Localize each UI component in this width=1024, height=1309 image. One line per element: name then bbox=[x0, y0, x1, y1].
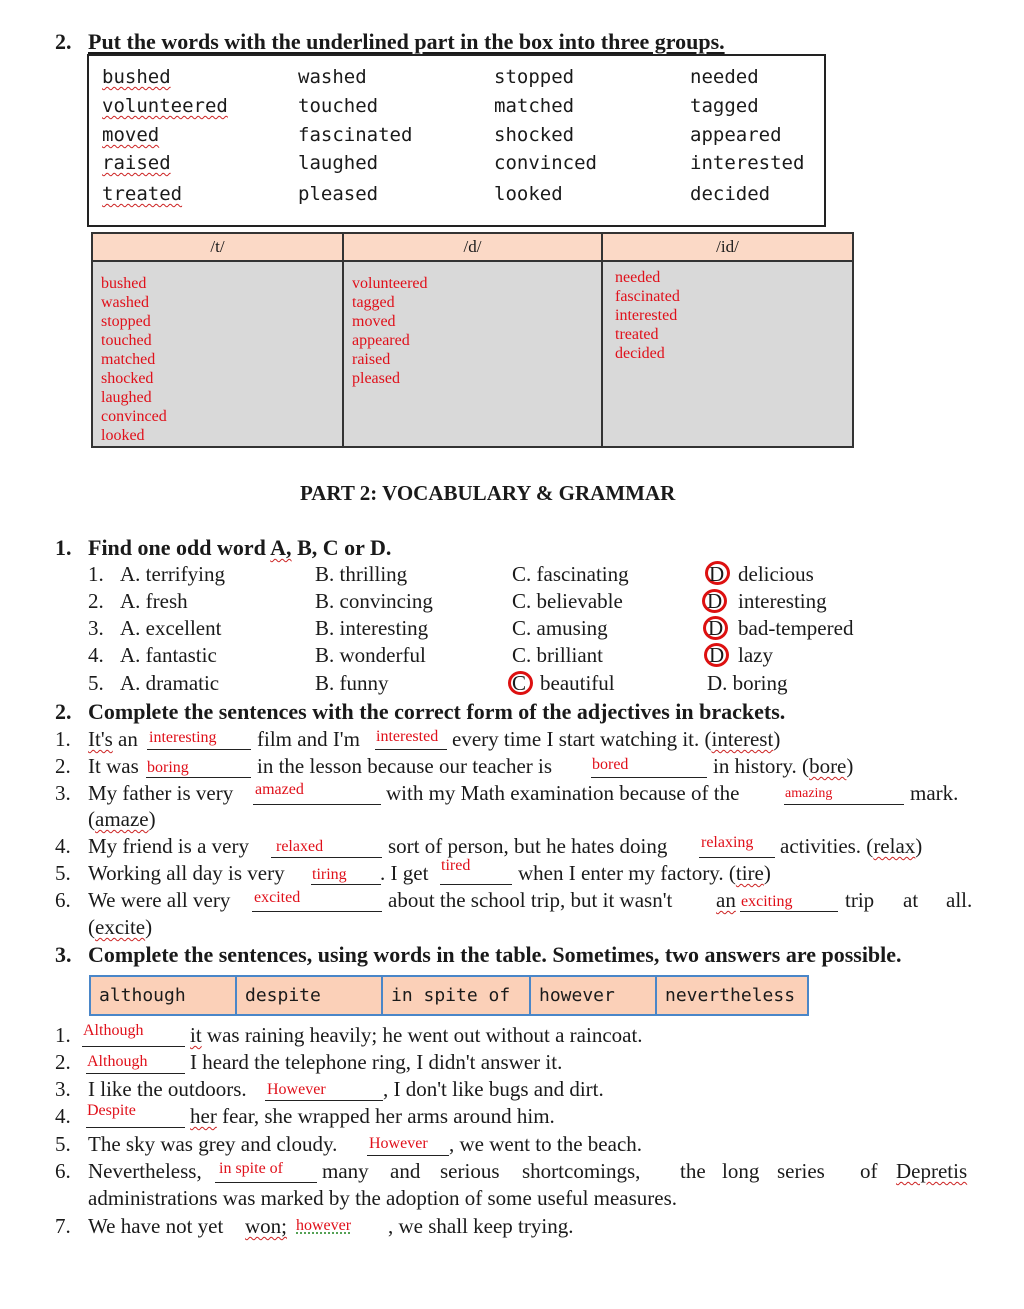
sentence-number: 3. bbox=[55, 1077, 71, 1101]
answer-word: decided bbox=[615, 345, 665, 362]
answer-word: raised bbox=[352, 351, 391, 368]
sentence-text: long bbox=[722, 1159, 760, 1183]
answer-blank[interactable] bbox=[699, 857, 775, 858]
answer-blank[interactable] bbox=[591, 777, 707, 778]
option-d: delicious bbox=[738, 562, 814, 586]
sentence-text: shortcomings, bbox=[522, 1159, 641, 1183]
sentence-text: administrations was marked by the adoption of some useful measures. bbox=[88, 1186, 678, 1210]
word-box bbox=[87, 54, 826, 227]
answer-blank[interactable] bbox=[82, 1046, 185, 1047]
option-d: D. boring bbox=[707, 671, 788, 695]
sentence-text: trip bbox=[845, 888, 875, 912]
answer-word: appeared bbox=[352, 332, 410, 349]
header-d: /d/ bbox=[343, 233, 602, 261]
answer-blank[interactable] bbox=[271, 857, 382, 858]
filled-answer: boring bbox=[147, 759, 189, 776]
sentence-text: won; bbox=[245, 1214, 287, 1238]
ex1-row-number: 2. bbox=[88, 589, 104, 613]
box-word: volunteered bbox=[102, 95, 228, 117]
conjunction-cell: however bbox=[530, 976, 656, 1015]
filled-answer: tiring bbox=[312, 866, 347, 883]
sentence-number: 4. bbox=[55, 1104, 71, 1128]
answers-id-cell bbox=[602, 261, 853, 447]
answer-word: moved bbox=[352, 313, 396, 330]
option-b: B. convincing bbox=[315, 589, 433, 613]
answers-d-cell bbox=[343, 261, 602, 447]
sentence-number: 6. bbox=[55, 1159, 71, 1183]
ex1-row-number: 1. bbox=[88, 562, 104, 586]
ex2-title: Complete the sentences with the correct form of the adjectives in brackets. bbox=[88, 699, 786, 724]
sentence-text: , I don't like bugs and dirt. bbox=[383, 1077, 604, 1101]
sentence-number: 5. bbox=[55, 861, 71, 885]
section2-heading: Put the words with the underlined part in the box into three groups. bbox=[88, 29, 725, 54]
sentence-text: I like the outdoors. bbox=[88, 1077, 247, 1101]
filled-answer: tired bbox=[441, 857, 471, 874]
ex2-number: 2. bbox=[55, 699, 72, 724]
ex3-title: Complete the sentences, using words in the table. Sometimes, two answers are possible. bbox=[88, 942, 902, 967]
answer-word: washed bbox=[101, 294, 149, 311]
sentence-number: 3. bbox=[55, 781, 71, 805]
conjunction-cell: although bbox=[90, 976, 236, 1015]
answer-blank[interactable] bbox=[86, 1127, 185, 1128]
answer-word: shocked bbox=[101, 370, 154, 387]
sentence-text: with my Math examination because of the bbox=[386, 781, 740, 805]
sentence-text: in the lesson because our teacher is bbox=[257, 754, 553, 778]
sentence-text: and bbox=[390, 1159, 421, 1183]
option-d: lazy bbox=[738, 643, 773, 667]
filled-answer: bored bbox=[592, 756, 629, 773]
sentence-text: it was raining heavily; he went out without a raincoat. bbox=[190, 1023, 643, 1047]
filled-answer: in spite of bbox=[219, 1160, 283, 1177]
sentence-text: Depretis bbox=[896, 1159, 968, 1183]
ex1-row-number: 3. bbox=[88, 616, 104, 640]
ex1-title: Find one odd word A, B, C or D. bbox=[88, 535, 392, 560]
filled-answer: interested bbox=[376, 728, 439, 745]
answer-word: fascinated bbox=[615, 288, 680, 305]
filled-answer: exciting bbox=[741, 893, 793, 910]
sentence-text: serious bbox=[440, 1159, 500, 1183]
circled-letter: D bbox=[708, 616, 724, 640]
option-a: A. dramatic bbox=[120, 671, 220, 695]
answer-blank[interactable] bbox=[784, 804, 904, 805]
box-word: looked bbox=[494, 183, 563, 205]
answer-word: tagged bbox=[352, 294, 395, 311]
ex3-number: 3. bbox=[55, 942, 72, 967]
box-word: bushed bbox=[102, 66, 171, 88]
box-word: interested bbox=[690, 152, 805, 174]
sentence-text: many bbox=[322, 1159, 369, 1183]
box-word: appeared bbox=[690, 124, 782, 146]
filled-answer: relaxed bbox=[276, 838, 324, 855]
box-word: washed bbox=[298, 66, 367, 88]
sentence-text: every time I start watching it. (interest) bbox=[452, 727, 781, 751]
box-word: tagged bbox=[690, 95, 759, 117]
answer-word: laughed bbox=[101, 389, 152, 406]
conjunction-cell: nevertheless bbox=[656, 976, 808, 1015]
option-b: B. wonderful bbox=[315, 643, 426, 667]
option-a: A. terrifying bbox=[120, 562, 225, 586]
sentence-text: , we went to the beach. bbox=[449, 1132, 643, 1156]
sentence-number: 2. bbox=[55, 1050, 71, 1074]
answer-blank[interactable] bbox=[215, 1182, 317, 1183]
header-t: /t/ bbox=[92, 233, 343, 261]
option-a: A. excellent bbox=[120, 616, 222, 640]
answer-word: touched bbox=[101, 332, 152, 349]
filled-answer: relaxing bbox=[701, 834, 754, 851]
ex1-number: 1. bbox=[55, 535, 72, 560]
box-word: moved bbox=[102, 124, 160, 146]
filled-answer: interesting bbox=[149, 729, 217, 746]
sentence-number: 2. bbox=[55, 754, 71, 778]
option-c: beautiful bbox=[540, 671, 615, 695]
option-a: A. fresh bbox=[120, 589, 188, 613]
answer-blank[interactable] bbox=[86, 1073, 185, 1074]
answer-blank[interactable] bbox=[311, 884, 381, 885]
sentence-text: at bbox=[903, 888, 919, 912]
conjunction-cell: despite bbox=[236, 976, 382, 1015]
answer-blank[interactable] bbox=[147, 749, 251, 750]
box-word: laughed bbox=[298, 152, 379, 174]
sentence-text: an bbox=[716, 888, 736, 912]
sentence-number: 1. bbox=[55, 1023, 71, 1047]
box-word: decided bbox=[690, 183, 771, 205]
answer-blank[interactable] bbox=[740, 911, 838, 912]
option-d: bad-tempered bbox=[738, 616, 854, 640]
sentence-number: 7. bbox=[55, 1214, 71, 1238]
filled-answer: Although bbox=[83, 1022, 144, 1039]
option-c: C. fascinating bbox=[512, 562, 629, 586]
box-word: touched bbox=[298, 95, 379, 117]
option-b: B. thrilling bbox=[315, 562, 408, 586]
conjunction-cell: in spite of bbox=[382, 976, 530, 1015]
sentence-text: We were all very bbox=[88, 888, 231, 912]
sentence-text: activities. (relax) bbox=[780, 834, 923, 858]
answer-blank[interactable] bbox=[265, 1100, 383, 1101]
sentence-text: sort of person, but he hates doing bbox=[388, 834, 668, 858]
option-d: interesting bbox=[738, 589, 827, 613]
filled-answer: However bbox=[369, 1135, 428, 1152]
sentence-text: My father is very bbox=[88, 781, 234, 805]
sentence-text: . I get bbox=[380, 861, 429, 885]
box-word: treated bbox=[102, 183, 183, 205]
answers-t-list bbox=[93, 262, 342, 445]
sentence-text: (amaze) bbox=[88, 807, 156, 831]
section2-number: 2. bbox=[55, 29, 72, 54]
answer-blank[interactable] bbox=[367, 1155, 449, 1156]
box-word: fascinated bbox=[298, 124, 413, 146]
option-a: A. fantastic bbox=[120, 643, 217, 667]
sentence-text: The sky was grey and cloudy. bbox=[88, 1132, 338, 1156]
circled-letter: D bbox=[709, 562, 725, 586]
answer-blank[interactable] bbox=[440, 884, 512, 885]
box-word: convinced bbox=[494, 152, 597, 174]
answer-blank[interactable] bbox=[253, 804, 381, 805]
box-word: shocked bbox=[494, 124, 575, 146]
sentence-text: when I enter my factory. (tire) bbox=[518, 861, 771, 885]
sentence-text: mark. bbox=[910, 781, 959, 805]
ex1-row-number: 5. bbox=[88, 671, 104, 695]
sentence-text: , we shall keep trying. bbox=[388, 1214, 574, 1238]
filled-answer: However bbox=[267, 1081, 326, 1098]
sentence-text: of bbox=[860, 1159, 878, 1183]
option-b: B. funny bbox=[315, 671, 389, 695]
answer-word: pleased bbox=[352, 370, 400, 387]
answer-word: matched bbox=[101, 351, 156, 368]
answer-word: bushed bbox=[101, 275, 147, 292]
sentence-text: We have not yet bbox=[88, 1214, 224, 1238]
filled-answer: amazing bbox=[785, 786, 833, 801]
sentence-text: series bbox=[777, 1159, 825, 1183]
circled-letter: D bbox=[707, 589, 723, 613]
filled-answer: amazed bbox=[255, 781, 304, 798]
sentence-text: in history. (bore) bbox=[713, 754, 854, 778]
conjunction-table bbox=[89, 975, 809, 1016]
option-c: C. believable bbox=[512, 589, 623, 613]
box-word: matched bbox=[494, 95, 575, 117]
filled-answer: excited bbox=[254, 889, 301, 906]
circled-letter: C bbox=[512, 671, 527, 695]
answers-id-list bbox=[603, 262, 852, 363]
answer-blank[interactable] bbox=[252, 911, 382, 912]
sentence-number: 5. bbox=[55, 1132, 71, 1156]
answers-t-cell bbox=[92, 261, 343, 447]
ex1-row-number: 4. bbox=[88, 643, 104, 667]
answer-word: looked bbox=[101, 427, 145, 444]
option-c: C. brilliant bbox=[512, 643, 603, 667]
box-word: stopped bbox=[494, 66, 575, 88]
box-word: needed bbox=[690, 66, 759, 88]
sentence-number: 6. bbox=[55, 888, 71, 912]
sentence-number: 4. bbox=[55, 834, 71, 858]
box-word: raised bbox=[102, 152, 171, 174]
sentence-text: I heard the telephone ring, I didn't answer it. bbox=[190, 1050, 563, 1074]
filled-answer: Despite bbox=[87, 1102, 136, 1119]
part2-title: PART 2: VOCABULARY & GRAMMAR bbox=[300, 481, 676, 505]
answer-blank[interactable] bbox=[146, 777, 251, 778]
header-id: /id/ bbox=[602, 233, 853, 261]
sentence-text: (excite) bbox=[88, 915, 153, 939]
answer-word: volunteered bbox=[352, 275, 428, 292]
answer-blank[interactable] bbox=[375, 749, 447, 750]
filled-answer: however bbox=[296, 1217, 352, 1234]
answer-word: treated bbox=[615, 326, 659, 343]
sentence-text: It's an bbox=[88, 727, 138, 751]
sentence-text: the bbox=[680, 1159, 706, 1183]
sentence-text: Working all day is very bbox=[88, 861, 285, 885]
sentence-text: It was bbox=[88, 754, 139, 778]
sentence-text: her fear, she wrapped her arms around him. bbox=[190, 1104, 555, 1128]
box-word: pleased bbox=[298, 183, 379, 205]
sentence-text: about the school trip, but it wasn't bbox=[388, 888, 673, 912]
circled-letter: D bbox=[709, 643, 725, 667]
sentence-text: My friend is a very bbox=[88, 834, 249, 858]
sentence-text: film and I'm bbox=[257, 727, 360, 751]
filled-answer: Although bbox=[87, 1053, 148, 1070]
answer-word: needed bbox=[615, 269, 661, 286]
sentence-number: 1. bbox=[55, 727, 71, 751]
sentence-text: Nevertheless, bbox=[88, 1159, 202, 1183]
option-c: C. amusing bbox=[512, 616, 608, 640]
option-b: B. interesting bbox=[315, 616, 429, 640]
answer-word: interested bbox=[615, 307, 678, 324]
answers-d-list bbox=[344, 262, 601, 388]
answer-word: convinced bbox=[101, 408, 167, 425]
sound-table bbox=[91, 232, 854, 448]
answer-word: stopped bbox=[101, 313, 151, 330]
sentence-text: all. bbox=[946, 888, 973, 912]
